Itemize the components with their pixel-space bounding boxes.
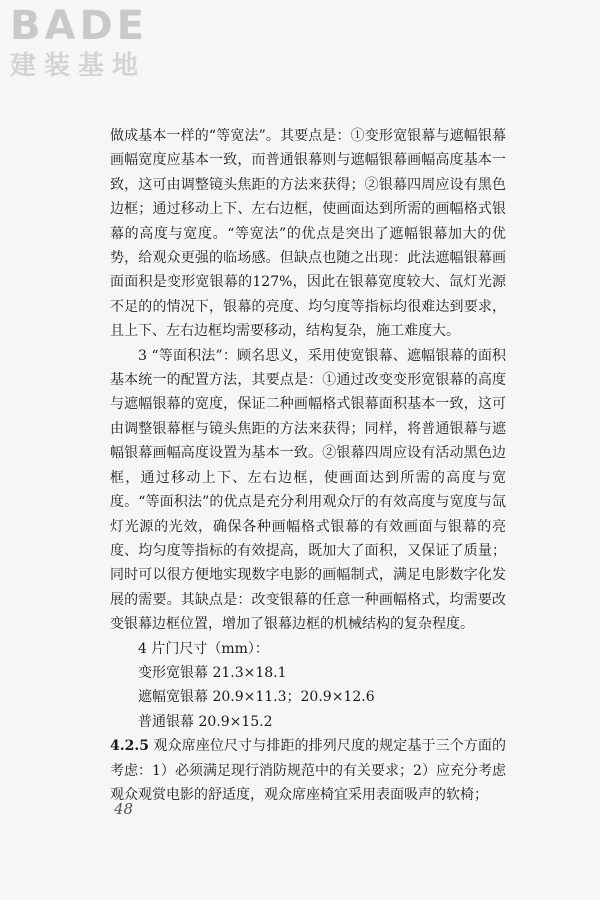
clause-4-2-5 — [110, 734, 506, 807]
brand-logo — [10, 4, 148, 82]
paragraph-1: 做成基本一样的“等宽法”。其要点是：①变形宽银幕与遮幅银幕画幅宽度应基本一致，而普通银幕则与遮幅银幕画幅高度基本一致，这可由调整镜头焦距的方法来获得；②银幕四周应设有黑色边框；通过移动上下、左右边框，使画面达到所需的画幅格式银幕的高度与宽度。“等宽法”的优点是突出了遮幅银幕加大的优势，给观众更强的临场感。但缺点也随之出现：此法遮幅银幕画面面积是变形宽银幕的127%，因此在银幕宽度较大、氙灯光源不足的的情况下，银幕的亮度、均匀度等指标均很难达到要求，且上下、左右边框均需要移动，结构复杂，施工难度大。 — [110, 128, 506, 340]
spec-anamorphic: 变形宽银幕 21.3×18.1 — [138, 664, 287, 681]
clause-text: 观众席座位尺寸与排距的排列尺度的规定基于三个方面的考虑：1）必须满足现行消防规范中的有关要求；2）应充分考虑观众观赏电影的舒适度，观众席座椅宜采用表面吸声的软椅； — [110, 738, 506, 803]
page-body — [110, 124, 506, 807]
spec-standard: 普通银幕 20.9×15.2 — [138, 713, 273, 730]
logo-text: BADE — [10, 3, 148, 49]
paragraph-2: 3 “等面积法”：顾名思义，采用使宽银幕、遮幅银幕的面积基本统一的配置方法，其要点是：①通过改变变形宽银幕的高度与遮幅银幕的宽度，保证二种画幅格式银幕面积基本一致，这可由调整银幕框与镜头焦距的方法来获得；同样，将普通银幕与遮幅银幕画幅高度设置为基本一致。②银幕四周应设有活动黑色边框，通过移动上下、左右边框，使画面达到所需的高度与宽度。“等面积法”的优点是充分利用观众厅的有效高度与宽度与氙灯光源的光效，确保各种画幅格式银幕的有效画面与银幕的亮度、均匀度等指标的有效提高，既加大了面积，又保证了质量；同时可以很方便地实现数字电影的画幅制式，满足电影数字化发展的需要。其缺点是：改变银幕的任意一种画幅格式，均需要改变银幕边框位置，增加了银幕边框的机械结构的复杂程度。 — [110, 347, 506, 633]
spec-flat: 遮幅宽银幕 20.9×11.3；20.9×12.6 — [138, 689, 375, 706]
page-number: 48 — [114, 800, 134, 818]
paragraph-3: 4 片门尺寸（mm）： — [138, 640, 269, 657]
logo-subtitle: 建装基地 — [10, 51, 147, 81]
clause-number: 4.2.5 — [110, 738, 149, 755]
